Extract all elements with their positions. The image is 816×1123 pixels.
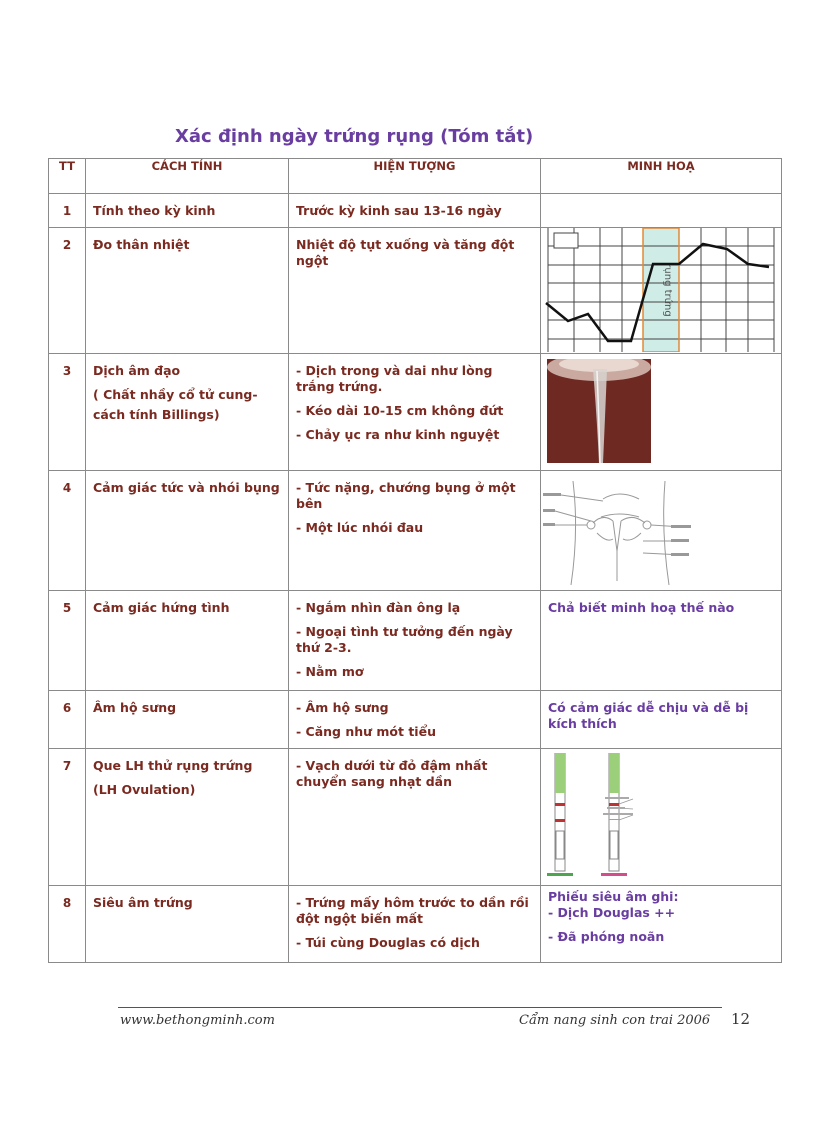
table-header-row [49, 159, 782, 194]
row-number: 4 [49, 471, 86, 591]
method-text: (LH Ovulation) [93, 782, 196, 797]
method-text: Cảm giác tức và nhói bụng [93, 480, 280, 495]
row-number: 1 [49, 194, 86, 228]
method-cell [86, 886, 289, 963]
illustration-text: Có cảm giác dễ chịu và dễ bị kích thích [548, 700, 749, 731]
footer-divider [118, 1007, 722, 1008]
phenomenon-text: - Một lúc nhói đau [296, 520, 424, 535]
table-row [49, 886, 782, 963]
row-number: 5 [49, 591, 86, 691]
method-text: ( Chất nhầy cổ tử cung- [93, 387, 258, 402]
method-text: Tính theo kỳ kinh [93, 203, 216, 218]
phenomenon-text: Trước kỳ kinh sau 13-16 ngày [296, 203, 502, 218]
illustration-cell [541, 591, 782, 691]
phenomenon-cell [289, 194, 541, 228]
page-title: Xác định ngày trứng rụng (Tóm tắt) [175, 126, 534, 147]
temperature-chart-cell [541, 228, 782, 354]
table-row [49, 354, 782, 471]
phenomenon-text: - Kéo dài 10-15 cm không đứt [296, 403, 504, 418]
table-row [49, 228, 782, 354]
phenomenon-text: - Ngoại tình tư tưởng đến ngày thứ 2-3. [296, 624, 513, 655]
header-illustration: MINH HOẠ [541, 159, 782, 194]
header-tt: TT [49, 159, 86, 194]
method-text: Cảm giác hứng tình [93, 600, 230, 615]
method-text: Siêu âm trứng [93, 895, 193, 910]
table-row [49, 471, 782, 591]
method-text: cách tính Billings) [93, 407, 220, 422]
row-number: 7 [49, 749, 86, 886]
phenomenon-text: - Dịch trong và dai như lòng trắng trứng. [296, 363, 493, 394]
phenomenon-cell [289, 749, 541, 886]
phenomenon-text: - Trứng mấy hôm trước to dần rồi đột ngột biến mất [296, 895, 529, 926]
illustration-cell [541, 354, 782, 471]
phenomenon-text: Nhiệt độ tụt xuống và tăng đột ngột [296, 237, 515, 268]
table-row [49, 194, 782, 228]
illustration-text: - Dịch Douglas ++ [548, 905, 676, 920]
illustration-cell [541, 194, 782, 228]
method-cell [86, 749, 289, 886]
method-cell [86, 228, 289, 354]
row-number: 2 [49, 228, 86, 354]
cervical-mucus-image [547, 359, 651, 463]
method-text: Que LH thử rụng trứng [93, 758, 253, 773]
strip-positive [547, 753, 573, 876]
illustration-text: Phiếu siêu âm ghi: [548, 889, 679, 904]
table-row [49, 749, 782, 886]
phenomenon-cell [289, 691, 541, 749]
phenomenon-cell [289, 471, 541, 591]
illustration-cell [541, 691, 782, 749]
method-text: Đo thân nhiệt [93, 237, 190, 252]
phenomenon-cell [289, 886, 541, 963]
illustration-cell [541, 749, 782, 886]
method-cell [86, 194, 289, 228]
method-text: Âm hộ sưng [93, 700, 177, 715]
phenomenon-text: - Tức nặng, chướng bụng ở một bên [296, 480, 516, 511]
phenomenon-cell [289, 591, 541, 691]
row-number: 8 [49, 886, 86, 963]
illustration-text: - Đã phóng noãn [548, 929, 665, 944]
table-row [49, 591, 782, 691]
phenomenon-cell [289, 354, 541, 471]
ovulation-label: rụng trứng [662, 263, 673, 317]
phenomenon-text: - Âm hộ sưng [296, 700, 389, 715]
header-phenomenon: HIỆN TƯỢNG [289, 159, 541, 194]
footer-website: www.bethongminh.com [120, 1013, 275, 1028]
header-method: CÁCH TÍNH [86, 159, 289, 194]
method-cell [86, 591, 289, 691]
method-text: Dịch âm đạo [93, 363, 181, 378]
method-cell [86, 691, 289, 749]
temperature-chart [541, 228, 780, 352]
method-cell [86, 354, 289, 471]
uterus-diagram [543, 481, 693, 585]
ovulation-table [48, 158, 782, 963]
illustration-cell [541, 886, 782, 963]
illustration-cell [541, 471, 782, 591]
row-number: 6 [49, 691, 86, 749]
chart-box [554, 233, 578, 248]
phenomenon-text: - Túi cùng Douglas có dịch [296, 935, 480, 950]
phenomenon-text: - Ngắm nhìn đàn ông lạ [296, 600, 461, 615]
row-number: 3 [49, 354, 86, 471]
phenomenon-text: - Căng như mót tiểu [296, 724, 436, 739]
phenomenon-text: - Vạch dưới từ đỏ đậm nhất chuyển sang nhạt dần [296, 758, 488, 789]
phenomenon-text: - Chảy ục ra như kinh nguyệt [296, 427, 500, 442]
phenomenon-cell [289, 228, 541, 354]
table-row [49, 691, 782, 749]
illustration-text: Chả biết minh hoạ thế nào [548, 600, 735, 615]
method-cell [86, 471, 289, 591]
lh-test-strips [547, 753, 647, 881]
page-number: 12 [731, 1010, 751, 1028]
footer-book-title: Cẩm nang sinh con trai 2006 [519, 1013, 711, 1028]
phenomenon-text: - Nằm mơ [296, 664, 364, 679]
